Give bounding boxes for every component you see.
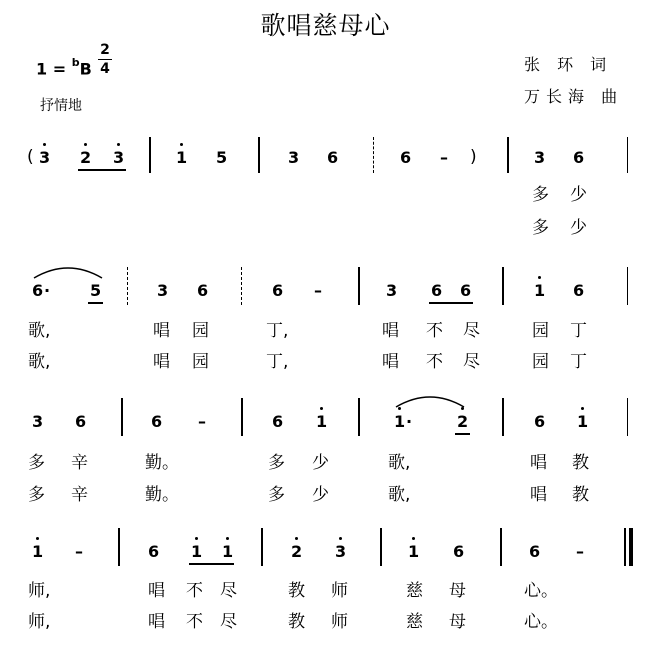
lyric-verse2: 唱 — [148, 612, 165, 632]
dashed-barline — [127, 267, 128, 305]
lyric-verse2: 尽 — [463, 352, 480, 372]
note: 6 — [573, 281, 585, 300]
note: 1 — [577, 412, 589, 431]
lyric-verse2: 慈 — [406, 612, 423, 632]
high-octave-dot — [581, 407, 584, 410]
lyric-verse1: 辛 — [71, 453, 88, 473]
lyric-verse1: 尽 — [463, 321, 480, 341]
lyric-verse2: 唱 — [530, 485, 547, 505]
lyric-verse2: 师 — [331, 612, 348, 632]
lyric-verse2: 多 — [532, 218, 549, 238]
lyric-verse1: 园 — [192, 321, 209, 341]
lyric-verse2: 不 — [426, 352, 443, 372]
barline — [502, 398, 504, 436]
note: 6 — [529, 542, 541, 561]
high-octave-dot — [538, 276, 541, 279]
barline — [241, 398, 243, 436]
beam-underline — [455, 433, 470, 435]
lyric-verse2: 尽 — [220, 612, 237, 632]
paren-close: ) — [470, 147, 477, 167]
lyric-verse1: 教 — [572, 453, 589, 473]
dash: – — [75, 542, 83, 561]
time-top: 2 — [100, 42, 110, 58]
lyric-verse1: 唱 — [382, 321, 399, 341]
lyric-verse1: 唱 — [530, 453, 547, 473]
lyric-verse1: 园 — [532, 321, 549, 341]
barline — [261, 528, 263, 566]
dash: – — [576, 542, 584, 561]
beam-underline — [88, 302, 103, 304]
note: 6 — [400, 148, 412, 167]
dashed-barline — [373, 137, 374, 173]
lyric-verse1: 丁, — [266, 321, 289, 341]
high-octave-dot — [117, 143, 120, 146]
lyric-verse1: 丁 — [570, 321, 587, 341]
lyricist-credit: 张 环 词 — [524, 55, 613, 74]
lyric-verse2: 母 — [449, 612, 466, 632]
lyric-verse2: 勤。 — [145, 485, 179, 505]
lyric-verse1: 勤。 — [145, 453, 179, 473]
beam-underline — [78, 169, 126, 171]
note: 1 — [222, 542, 234, 561]
barline — [358, 398, 360, 436]
flat-sign: b — [71, 56, 80, 69]
slur — [394, 391, 466, 409]
time-signature — [98, 42, 112, 77]
note: 6 — [32, 281, 44, 300]
note: 3 — [386, 281, 398, 300]
barline — [502, 267, 504, 305]
beam-underline — [429, 302, 473, 304]
barline — [380, 528, 382, 566]
dash: – — [440, 148, 448, 167]
beam-underline — [189, 563, 234, 565]
note: 2 — [291, 542, 303, 561]
lyric-verse1: 心。 — [524, 581, 558, 601]
note: 2 — [80, 148, 92, 167]
note: 1 — [316, 412, 328, 431]
lyric-verse1: 师 — [331, 581, 348, 601]
lyric-verse1: 唱 — [148, 581, 165, 601]
note: 3 — [39, 148, 51, 167]
key-prefix: 1 = — [36, 59, 72, 79]
note: 6 — [151, 412, 163, 431]
note: 6 — [148, 542, 160, 561]
final-barline-thin — [624, 528, 626, 566]
lyric-verse1: 母 — [449, 581, 466, 601]
note: 6 — [431, 281, 443, 300]
high-octave-dot — [461, 407, 464, 410]
note: 1 — [534, 281, 546, 300]
lyric-verse1: 尽 — [220, 581, 237, 601]
lyric-verse1: 多 — [268, 453, 285, 473]
barline — [258, 137, 260, 173]
lyric-verse2: 歌, — [388, 485, 411, 505]
lyric-verse2: 唱 — [382, 352, 399, 372]
barline — [118, 528, 120, 566]
high-octave-dot — [43, 143, 46, 146]
song-title: 歌唱慈母心 — [260, 11, 391, 40]
lyric-verse2: 少 — [312, 485, 329, 505]
high-octave-dot — [195, 537, 198, 540]
lyric-verse1: 教 — [288, 581, 305, 601]
lyric-verse1: 不 — [186, 581, 203, 601]
high-octave-dot — [412, 537, 415, 540]
barline — [507, 137, 509, 173]
note: 3 — [157, 281, 169, 300]
note: 6 — [460, 281, 472, 300]
lyric-verse2: 教 — [572, 485, 589, 505]
note: 1 — [176, 148, 188, 167]
lyric-verse2: 不 — [186, 612, 203, 632]
note: 6 — [197, 281, 209, 300]
paren-open: ( — [27, 147, 34, 167]
lyric-verse1: 慈 — [406, 581, 423, 601]
note: 5 — [216, 148, 228, 167]
lyric-verse2: 歌, — [28, 352, 51, 372]
lyric-verse2: 园 — [192, 352, 209, 372]
lyric-verse1: 多 — [532, 185, 549, 205]
lyric-verse2: 丁 — [570, 352, 587, 372]
high-octave-dot — [226, 537, 229, 540]
dot-extension: · — [406, 412, 413, 431]
barline — [627, 267, 628, 305]
note: 1 — [191, 542, 203, 561]
time-bottom: 4 — [100, 61, 110, 77]
note: 6 — [534, 412, 546, 431]
note: 1 — [408, 542, 420, 561]
note: 3 — [32, 412, 44, 431]
lyric-verse2: 心。 — [524, 612, 558, 632]
high-octave-dot — [295, 537, 298, 540]
final-barline-thick — [629, 528, 633, 566]
dash: – — [198, 412, 206, 431]
dot-extension: · — [44, 281, 51, 300]
lyric-verse2: 多 — [28, 485, 45, 505]
barline — [627, 137, 628, 173]
tempo-marking: 抒情地 — [40, 98, 82, 114]
lyric-verse2: 多 — [268, 485, 285, 505]
note: 1 — [32, 542, 44, 561]
lyric-verse1: 歌, — [388, 453, 411, 473]
note: 3 — [288, 148, 300, 167]
lyric-verse2: 丁, — [266, 352, 289, 372]
high-octave-dot — [398, 407, 401, 410]
lyric-verse1: 不 — [426, 321, 443, 341]
high-octave-dot — [84, 143, 87, 146]
lyric-verse1: 师, — [28, 581, 51, 601]
lyric-verse2: 园 — [532, 352, 549, 372]
note: 6 — [272, 281, 284, 300]
dashed-barline — [241, 267, 242, 305]
lyric-verse1: 唱 — [153, 321, 170, 341]
barline — [500, 528, 502, 566]
lyric-verse1: 歌, — [28, 321, 51, 341]
note: 6 — [75, 412, 87, 431]
note: 5 — [90, 281, 102, 300]
high-octave-dot — [180, 143, 183, 146]
high-octave-dot — [320, 407, 323, 410]
lyric-verse2: 辛 — [71, 485, 88, 505]
barline — [358, 267, 360, 305]
lyric-verse1: 少 — [312, 453, 329, 473]
barline — [121, 398, 123, 436]
lyric-verse2: 唱 — [153, 352, 170, 372]
lyric-verse1: 少 — [570, 185, 587, 205]
lyric-verse2: 教 — [288, 612, 305, 632]
note: 3 — [534, 148, 546, 167]
time-divider — [98, 59, 112, 60]
composer-credit: 万长海 曲 — [524, 87, 624, 106]
note: 6 — [573, 148, 585, 167]
barline — [627, 398, 628, 436]
note: 1 — [394, 412, 406, 431]
key-signature — [36, 58, 92, 78]
high-octave-dot — [36, 537, 39, 540]
note: 6 — [272, 412, 284, 431]
dash: – — [314, 281, 322, 300]
note: 3 — [335, 542, 347, 561]
lyric-verse1: 多 — [28, 453, 45, 473]
lyric-verse2: 师, — [28, 612, 51, 632]
note: 6 — [327, 148, 339, 167]
slur — [32, 262, 104, 280]
high-octave-dot — [339, 537, 342, 540]
lyric-verse2: 少 — [570, 218, 587, 238]
key-note: B — [79, 59, 92, 79]
barline — [149, 137, 151, 173]
note: 6 — [453, 542, 465, 561]
note: 2 — [457, 412, 469, 431]
note: 3 — [113, 148, 125, 167]
